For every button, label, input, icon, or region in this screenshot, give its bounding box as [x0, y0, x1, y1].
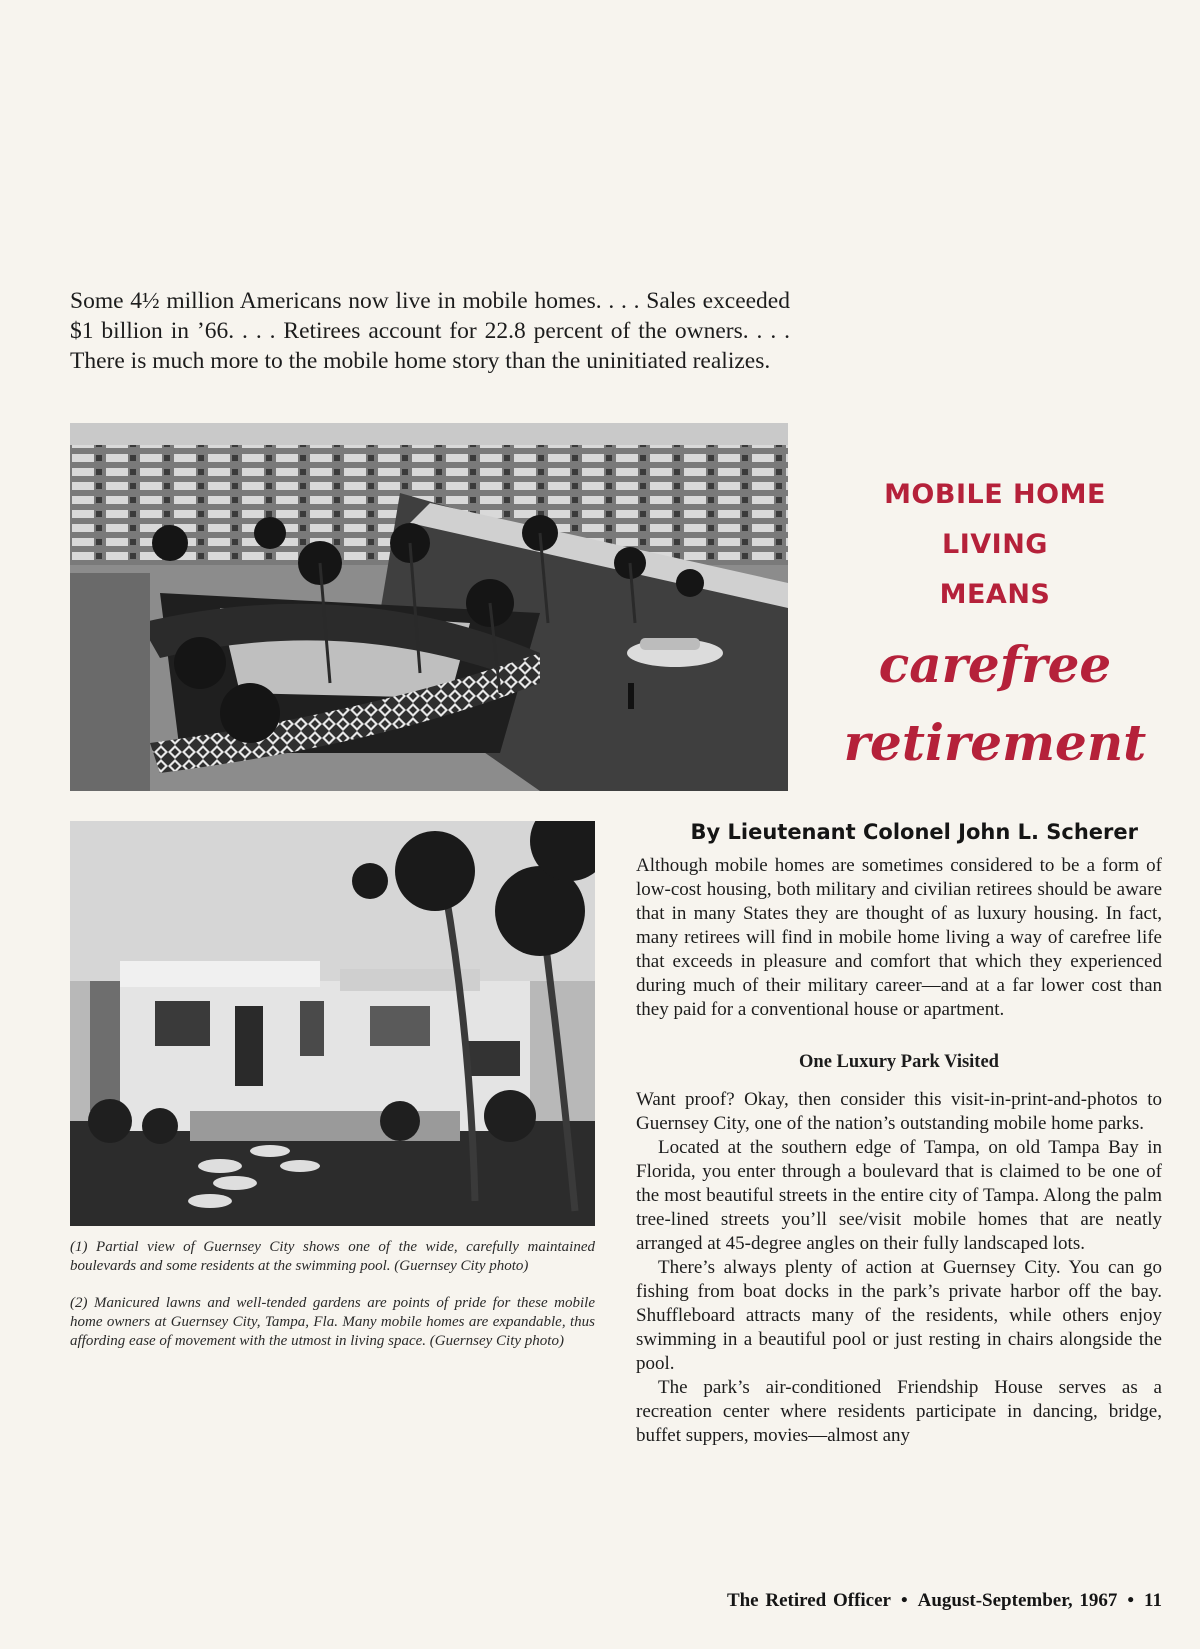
footer-issue: August-September, 1967 [917, 1590, 1118, 1611]
caption-1: (1) Partial view of Guernsey City shows one of the wide, carefully maintained boulevards and some residents at the swimming pool. (Guernsey City photo) [70, 1239, 595, 1274]
article-title [830, 470, 1160, 782]
paragraph-5: The park’s air-conditioned Friendship House serves as a recreation center where residents participate in dancing, bridge, buffet suppers, movies—almost any [636, 1377, 1162, 1446]
paragraph-4: There’s always plenty of action at Guernsey City. You can go fishing from boat docks in the park’s private harbor off the bay. Shuffleboard attracts many of the residents, while others enjoy swimming in a beautiful pool or just resting in chairs alongside the pool. [636, 1257, 1162, 1374]
title-line-1: MOBILE HOME [884, 479, 1106, 510]
footer-page-number: 11 [1144, 1590, 1162, 1611]
paragraph-3: Located at the southern edge of Tampa, on old Tampa Bay in Florida, you enter through a boulevard that is claimed to be one of the most beautiful streets in the entire city of Tampa. Along the palm tree-lined streets you’ll see/visit mobile homes that are neatly arranged at 45-degree angles on their fully landscaped lots. [636, 1137, 1162, 1254]
title-script-1: carefree [878, 635, 1112, 694]
subheading: One Luxury Park Visited [799, 1052, 999, 1072]
title-line-3: MEANS [939, 579, 1051, 610]
page-footer [600, 1590, 1162, 1612]
footer-separator: • [900, 1590, 908, 1611]
photo-captions [70, 1238, 595, 1369]
title-line-2: LIVING [942, 529, 1048, 560]
paragraph-2: Want proof? Okay, then consider this visit-in-print-and-photos to Guernsey City, one of the nation’s outstanding mobile home parks. [636, 1089, 1162, 1134]
byline: By Lieutenant Colonel John L. Scherer [690, 820, 1138, 844]
paragraph-1: Although mobile homes are sometimes considered to be a form of low-cost housing, both military and civilian retirees should be aware that in many States they are thought of as luxury housing. In fact, many retirees will find in mobile home living a way of carefree life that exceeds in pleasure and comfort that which they experienced during much of their military career—and at a far lower cost than they paid for a conventional house or apartment. [636, 855, 1162, 1020]
caption-2: (2) Manicured lawns and well-tended gardens are points of pride for these mobile home owners at Guernsey City, Tampa, Fla. Many mobile homes are expandable, thus affording ease of movement with the utmost in living space. (Guernsey City photo) [70, 1295, 595, 1349]
photo-mobile-home-garden [70, 821, 595, 1226]
lead-paragraph: Some 4½ million Americans now live in mobile homes. . . . Sales exceeded $1 billion in ’66. . . . Retirees account for 22.8 percent of the owners. . . . There is much more to the mobile home story than the uninitiated realizes. [70, 288, 790, 374]
title-script-2: retirement [843, 713, 1147, 772]
article-body [636, 854, 1162, 1448]
photo-park-boulevard [70, 423, 788, 791]
footer-separator: • [1127, 1590, 1135, 1611]
footer-publication: The Retired Officer [726, 1590, 891, 1611]
